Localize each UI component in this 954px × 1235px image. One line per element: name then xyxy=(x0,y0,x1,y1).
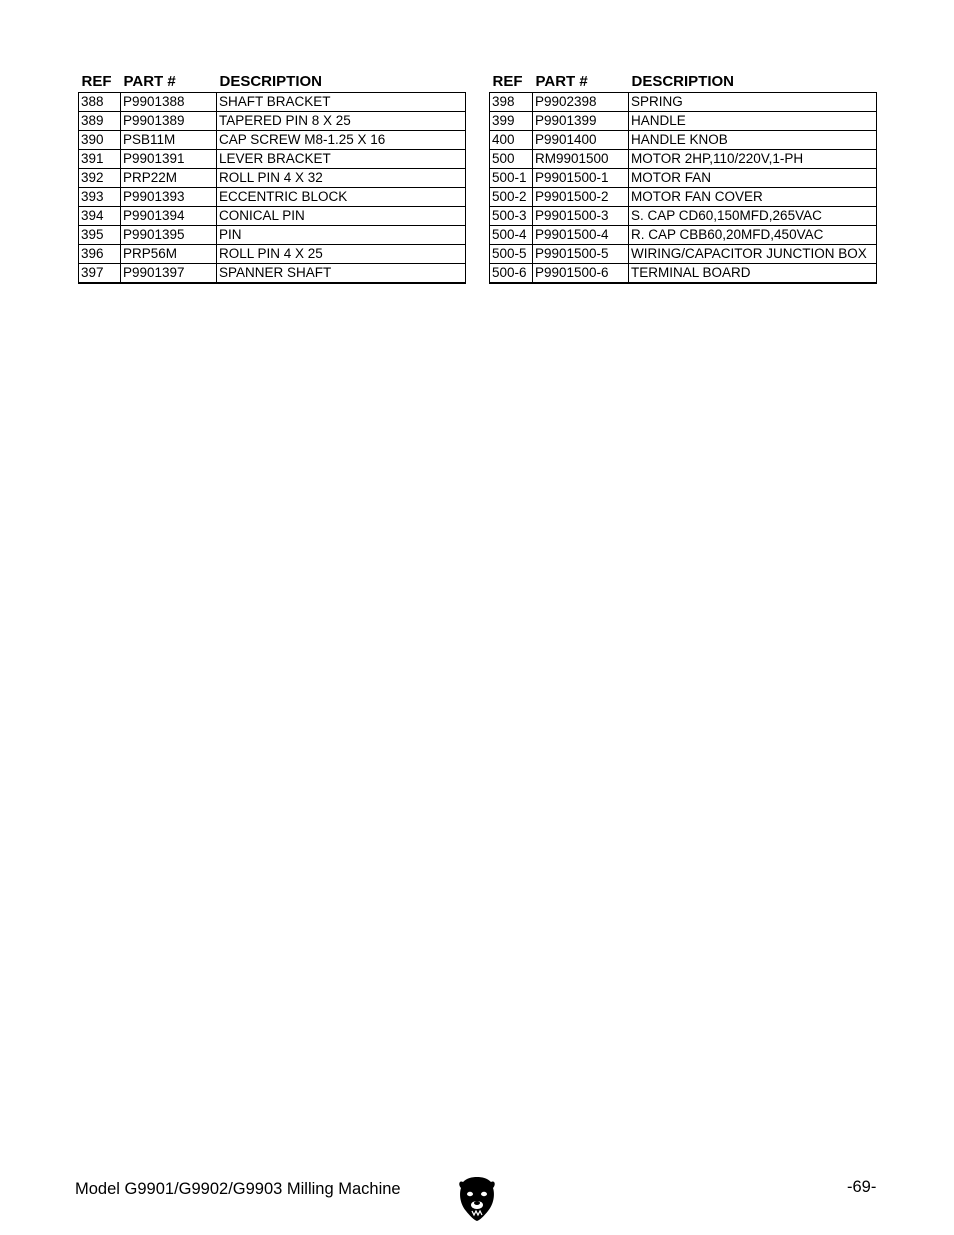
cell-part-number: P9901397 xyxy=(121,264,217,284)
table-row xyxy=(490,207,877,226)
cell-description: ROLL PIN 4 X 25 xyxy=(217,245,466,264)
cell-description: TERMINAL BOARD xyxy=(629,264,877,284)
table-header-row xyxy=(490,70,877,93)
cell-part-number: P9901500-2 xyxy=(533,188,629,207)
cell-ref: 389 xyxy=(79,112,121,131)
cell-ref: 398 xyxy=(490,93,533,112)
cell-ref: 397 xyxy=(79,264,121,284)
cell-ref: 391 xyxy=(79,150,121,169)
table-row xyxy=(79,112,466,131)
cell-part-number: P9901500-4 xyxy=(533,226,629,245)
cell-description: PIN xyxy=(217,226,466,245)
cell-ref: 394 xyxy=(79,207,121,226)
table-row xyxy=(490,112,877,131)
table-row xyxy=(490,169,877,188)
table-row xyxy=(490,93,877,112)
table-row xyxy=(490,150,877,169)
cell-part-number: P9901391 xyxy=(121,150,217,169)
table-row xyxy=(490,245,877,264)
cell-part-number: P9901399 xyxy=(533,112,629,131)
header-part: PART # xyxy=(123,72,176,90)
cell-ref: 395 xyxy=(79,226,121,245)
cell-description: CONICAL PIN xyxy=(217,207,466,226)
cell-ref: 500-4 xyxy=(490,226,533,245)
cell-ref: 396 xyxy=(79,245,121,264)
table-row xyxy=(79,169,466,188)
cell-description: HANDLE xyxy=(629,112,877,131)
cell-ref: 388 xyxy=(79,93,121,112)
cell-part-number: P9901500-5 xyxy=(533,245,629,264)
bear-head-icon xyxy=(457,1174,497,1222)
cell-description: R. CAP CBB60,20MFD,450VAC xyxy=(629,226,877,245)
cell-part-number: P9902398 xyxy=(533,93,629,112)
table-row xyxy=(79,93,466,112)
header-ref: REF xyxy=(492,72,523,90)
cell-description: MOTOR FAN COVER xyxy=(629,188,877,207)
table-row xyxy=(79,207,466,226)
footer-model-title: Model G9901/G9902/G9903 Milling Machine xyxy=(75,1180,401,1198)
parts-table-left xyxy=(78,70,466,284)
cell-description: ROLL PIN 4 X 32 xyxy=(217,169,466,188)
cell-ref: 392 xyxy=(79,169,121,188)
table-header-row xyxy=(79,70,466,93)
cell-description: HANDLE KNOB xyxy=(629,131,877,150)
cell-description: ECCENTRIC BLOCK xyxy=(217,188,466,207)
table-row xyxy=(490,188,877,207)
table-row xyxy=(79,150,466,169)
cell-ref: 500-1 xyxy=(490,169,533,188)
cell-ref: 400 xyxy=(490,131,533,150)
header-description: DESCRIPTION xyxy=(631,72,735,90)
cell-ref: 500-3 xyxy=(490,207,533,226)
cell-part-number: P9901388 xyxy=(121,93,217,112)
cell-description: SHAFT BRACKET xyxy=(217,93,466,112)
cell-part-number: P9901395 xyxy=(121,226,217,245)
cell-description: MOTOR 2HP,110/220V,1-PH xyxy=(629,150,877,169)
cell-description: SPRING xyxy=(629,93,877,112)
cell-part-number: P9901500-1 xyxy=(533,169,629,188)
footer-page-number: -69- xyxy=(847,1178,877,1196)
cell-part-number: RM9901500 xyxy=(533,150,629,169)
cell-part-number: P9901400 xyxy=(533,131,629,150)
cell-part-number: PRP22M xyxy=(121,169,217,188)
table-row xyxy=(79,264,466,284)
cell-description: SPANNER SHAFT xyxy=(217,264,466,284)
table-row xyxy=(79,188,466,207)
cell-ref: 500 xyxy=(490,150,533,169)
table-row xyxy=(490,264,877,284)
cell-description: TAPERED PIN 8 X 25 xyxy=(217,112,466,131)
cell-description: S. CAP CD60,150MFD,265VAC xyxy=(629,207,877,226)
cell-description: WIRING/CAPACITOR JUNCTION BOX xyxy=(629,245,877,264)
cell-ref: 399 xyxy=(490,112,533,131)
cell-part-number: P9901500-3 xyxy=(533,207,629,226)
cell-ref: 500-5 xyxy=(490,245,533,264)
cell-part-number: P9901389 xyxy=(121,112,217,131)
header-ref: REF xyxy=(81,72,112,90)
table-row xyxy=(79,131,466,150)
cell-ref: 500-6 xyxy=(490,264,533,284)
cell-ref: 390 xyxy=(79,131,121,150)
cell-part-number: P9901500-6 xyxy=(533,264,629,284)
cell-description: MOTOR FAN xyxy=(629,169,877,188)
header-description: DESCRIPTION xyxy=(219,72,323,90)
table-row xyxy=(79,245,466,264)
cell-part-number: P9901393 xyxy=(121,188,217,207)
cell-ref: 500-2 xyxy=(490,188,533,207)
cell-description: LEVER BRACKET xyxy=(217,150,466,169)
cell-part-number: PSB11M xyxy=(121,131,217,150)
table-row xyxy=(79,226,466,245)
table-row xyxy=(490,131,877,150)
cell-part-number: PRP56M xyxy=(121,245,217,264)
cell-part-number: P9901394 xyxy=(121,207,217,226)
header-part: PART # xyxy=(535,72,588,90)
table-row xyxy=(490,226,877,245)
parts-table-right xyxy=(489,70,877,284)
cell-description: CAP SCREW M8-1.25 X 16 xyxy=(217,131,466,150)
cell-ref: 393 xyxy=(79,188,121,207)
